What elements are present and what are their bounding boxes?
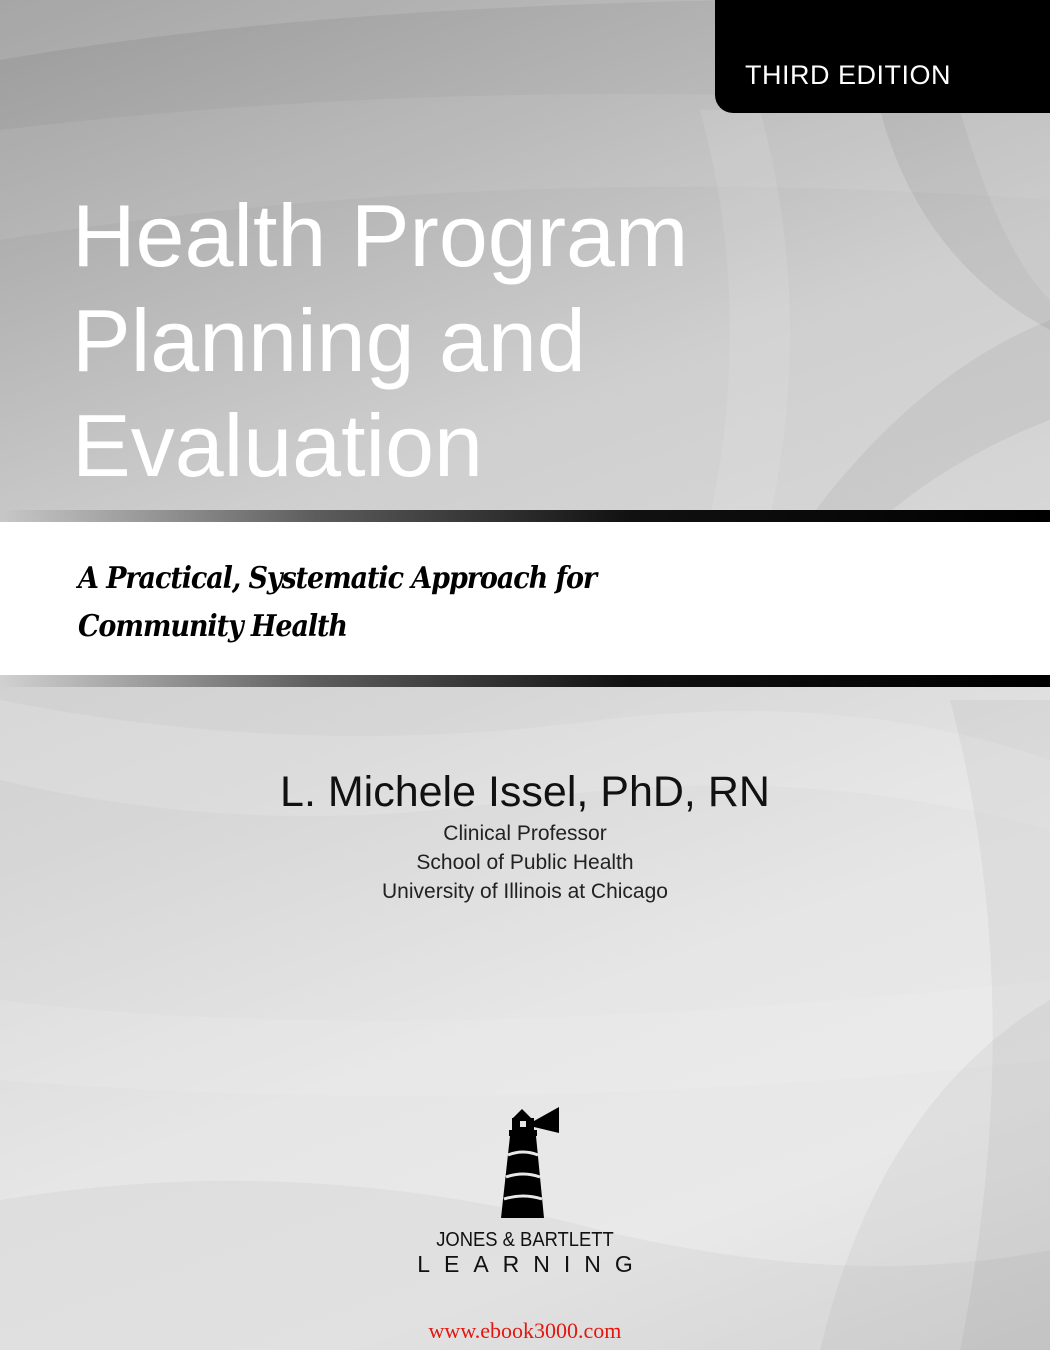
book-title — [72, 183, 688, 498]
edition-label: THIRD EDITION — [745, 60, 951, 90]
subtitle-line-2: Community Health — [78, 609, 347, 644]
edition-badge — [715, 0, 1050, 113]
author-school: School of Public Health — [416, 851, 634, 874]
title-line-2: Planning and — [72, 291, 586, 390]
watermark-url: www.ebook3000.com — [428, 1318, 622, 1343]
publisher-name: JONES & BARTLETT — [436, 1229, 614, 1251]
publisher-wordmark — [0, 1229, 1050, 1277]
author-university: University of Illinois at Chicago — [382, 880, 668, 903]
author-title: Clinical Professor — [443, 822, 607, 845]
lighthouse-icon — [498, 1105, 562, 1218]
author-block — [0, 765, 1050, 906]
title-line-1: Health Program — [72, 186, 689, 285]
title-line-3: Evaluation — [72, 396, 483, 495]
author-name: L. Michele Issel, PhD, RN — [280, 768, 770, 816]
publisher-tagline: LEARNING — [417, 1251, 647, 1277]
book-subtitle — [78, 555, 596, 651]
subtitle-line-1: A Practical, Systematic Approach for — [78, 561, 597, 596]
divider-stripe-top — [0, 510, 1050, 522]
divider-stripe-bottom — [0, 675, 1050, 687]
